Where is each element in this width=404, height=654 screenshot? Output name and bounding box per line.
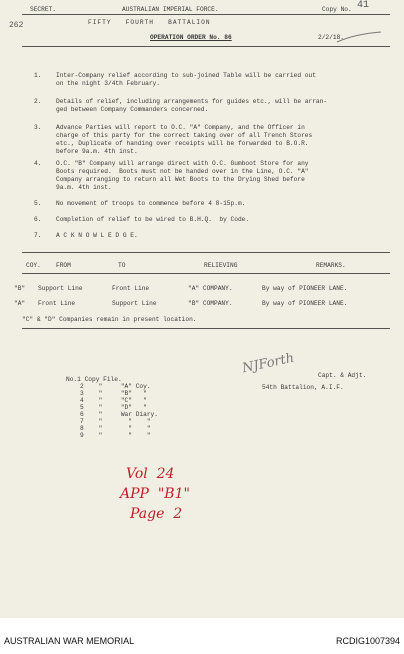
para-number: 6. — [34, 216, 42, 223]
table-row-coy: "B" — [14, 285, 26, 292]
footer-record-id: RCDIG1007394 — [335, 636, 400, 646]
table-row-remarks: By way of PIONEER LANE. — [262, 285, 348, 292]
distribution-line: 9 " " " — [80, 432, 151, 439]
para-line: Inter-Company relief according to sub-joined Table will be carried out — [56, 72, 316, 79]
para-line: Completion of relief to be wired to B.H.Q. by Code. — [56, 216, 250, 223]
table-header-remarks: REMARKS. — [316, 262, 346, 269]
table-row-from: Front Line — [38, 300, 76, 307]
distribution-line: 6 " War Diary. — [80, 411, 158, 418]
para-line: etc., Duplicate of handing over receipts will be forwarded to B.O.R. — [56, 140, 309, 147]
copy-no-value: 41 — [357, 0, 370, 11]
para-line: Advance Parties will report to O.C. "A" Company, and the Officer in — [56, 124, 305, 131]
para-line: on the night 3/4th February. — [56, 80, 160, 87]
para-line: 9a.m. 4th inst. — [56, 184, 112, 191]
para-number: 2. — [34, 98, 42, 105]
table-row-to: Support Line — [112, 300, 157, 307]
table-header-coy: COY. — [26, 262, 41, 269]
footer-archive-name: AUSTRALIAN WAR MEMORIAL — [4, 636, 135, 646]
order-title: OPERATION ORDER No. 86 — [150, 34, 232, 41]
para-line: A C K N O W L E D G E. — [56, 232, 138, 239]
table-row-remarks: By way of PIONEER LANE. — [262, 300, 348, 307]
para-line: Boots required. Boots must not be handed over in the Line, O.C. "A" — [56, 168, 309, 175]
table-row-relieving: "B" COMPANY. — [188, 300, 233, 307]
para-line: before 9a.m. 4th inst. — [56, 148, 138, 155]
distribution-line: 5 " "D" " — [80, 404, 147, 411]
para-number: 1. — [34, 72, 42, 79]
marginal-number: 262 — [9, 21, 24, 30]
secret-label: SECRET. — [30, 6, 56, 13]
force-title: AUSTRALIAN IMPERIAL FORCE. — [122, 6, 219, 13]
header-rule-top — [22, 14, 390, 15]
table-row-relieving: "A" COMPANY. — [188, 285, 233, 292]
distribution-line: 2 " "A" Coy. — [80, 383, 151, 390]
para-line: O.C. "B" Company will arrange direct with O.C. Gumboot Store for any — [56, 160, 309, 167]
table-header-from: FROM — [56, 262, 71, 269]
battalion-title: FIFTY FOURTH BATTALION — [88, 19, 211, 26]
signature-rank: Capt. & Adjt. — [318, 372, 367, 379]
para-line: ged between Company Commanders concerned. — [56, 106, 209, 113]
table-rule-end — [22, 328, 390, 329]
para-number: 7. — [34, 232, 42, 239]
annotation-page: Page 2 — [130, 506, 183, 522]
table-row-from: Support Line — [38, 285, 83, 292]
distribution-line: 8 " " " — [80, 425, 151, 432]
para-line: charge of this party for the correct taking over of all Trench Stores — [56, 132, 313, 139]
para-line: Company arranging to return all Wet Boots to the Drying Shed before — [56, 176, 305, 183]
distribution-title: No.1 Copy File. — [66, 376, 122, 383]
table-note: "C" & "D" Companies remain in present location. — [22, 316, 197, 323]
signature-unit: 54th Battalion, A.I.F. — [262, 384, 344, 391]
annotation-appendix: APP "B1" — [120, 486, 190, 502]
table-row-coy: "A" — [14, 300, 26, 307]
para-number: 4. — [34, 160, 42, 167]
distribution-line: 4 " "C" " — [80, 397, 147, 404]
table-rule-bottom — [22, 273, 390, 274]
table-header-to: TO — [118, 262, 126, 269]
signature-scrawl: NJForth — [241, 350, 296, 377]
para-number: 5. — [34, 200, 42, 207]
para-number: 3. — [34, 124, 42, 131]
annotation-volume: Vol 24 — [126, 466, 175, 482]
table-header-relieving: RELIEVING — [204, 262, 238, 269]
order-date: 2/2/18. — [318, 34, 344, 41]
distribution-line: 3 " "B" " — [80, 390, 147, 397]
para-line: No movement of troops to commence before 4 8-15p.m. — [56, 200, 246, 207]
pencil-mark-icon — [335, 28, 385, 48]
copy-no-label: Copy No. — [322, 6, 352, 13]
para-line: Details of relief, including arrangements for guides etc., will be arran- — [56, 98, 328, 105]
table-row-to: Front Line — [112, 285, 150, 292]
distribution-line: 7 " " " — [80, 418, 151, 425]
table-rule-top — [22, 252, 390, 253]
